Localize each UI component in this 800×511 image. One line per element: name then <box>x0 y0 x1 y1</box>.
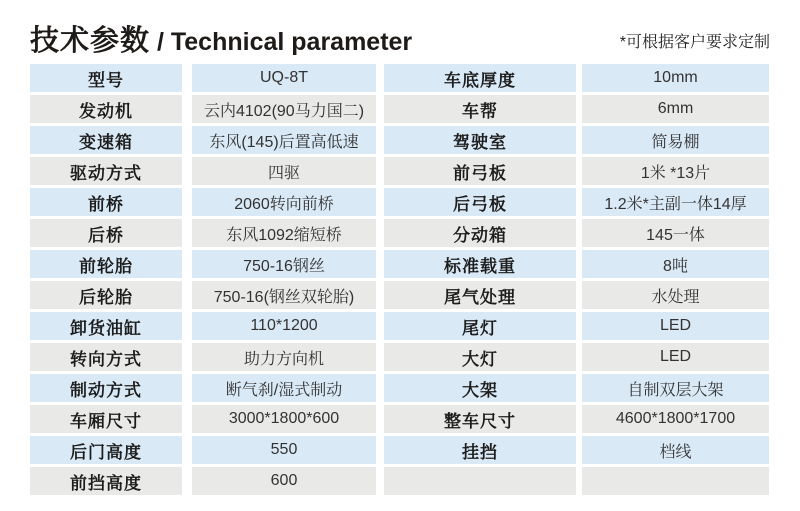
spec-label: 车厢尺寸 <box>30 405 182 433</box>
spec-row <box>30 188 376 216</box>
spec-value: 3000*1800*600 <box>192 405 376 433</box>
spec-row <box>30 95 376 123</box>
page-title-zh: 技术参数 <box>30 25 151 57</box>
spec-value <box>582 467 769 495</box>
spec-row <box>384 374 769 402</box>
header <box>30 14 770 56</box>
spec-value: 断气刹/湿式制动 <box>192 374 376 402</box>
spec-label: 分动箱 <box>384 219 576 247</box>
spec-row <box>384 157 769 185</box>
spec-row <box>384 436 769 464</box>
spec-value: 4600*1800*1700 <box>582 405 769 433</box>
spec-value: 档线 <box>582 436 769 464</box>
spec-value: 东风(145)后置高低速 <box>192 126 376 154</box>
spec-label: 尾气处理 <box>384 281 576 309</box>
spec-row <box>384 64 769 92</box>
spec-row <box>384 281 769 309</box>
spec-row <box>384 250 769 278</box>
spec-value: 东风1092缩短桥 <box>192 219 376 247</box>
spec-row <box>30 343 376 371</box>
spec-value: 1米 *13片 <box>582 157 769 185</box>
spec-label: 前轮胎 <box>30 250 182 278</box>
spec-label: 前弓板 <box>384 157 576 185</box>
spec-value: LED <box>582 343 769 371</box>
spec-label: 后门高度 <box>30 436 182 464</box>
spec-tables <box>30 64 770 495</box>
spec-value: 110*1200 <box>192 312 376 340</box>
spec-row <box>384 95 769 123</box>
spec-row <box>384 312 769 340</box>
spec-row <box>30 250 376 278</box>
spec-label: 卸货油缸 <box>30 312 182 340</box>
spec-label: 整车尺寸 <box>384 405 576 433</box>
spec-row <box>384 126 769 154</box>
customization-note: *可根据客户要求定制 <box>619 34 770 51</box>
spec-row <box>30 157 376 185</box>
spec-value: 助力方向机 <box>192 343 376 371</box>
spec-value: 水处理 <box>582 281 769 309</box>
spec-row <box>30 436 376 464</box>
spec-label: 驾驶室 <box>384 126 576 154</box>
page-title-en: / Technical parameter <box>150 28 413 56</box>
spec-label: 制动方式 <box>30 374 182 402</box>
spec-label: 车底厚度 <box>384 64 576 92</box>
spec-row <box>384 219 769 247</box>
spec-value: 2060转向前桥 <box>192 188 376 216</box>
spec-label: 车帮 <box>384 95 576 123</box>
spec-value: 云内4102(90马力国二) <box>192 95 376 123</box>
spec-label: 后弓板 <box>384 188 576 216</box>
spec-label: 转向方式 <box>30 343 182 371</box>
spec-value: 1.2米*主副一体14厚 <box>582 188 769 216</box>
spec-label: 大架 <box>384 374 576 402</box>
spec-value: 750-16钢丝 <box>192 250 376 278</box>
spec-row <box>30 405 376 433</box>
spec-row <box>30 126 376 154</box>
spec-label: 尾灯 <box>384 312 576 340</box>
spec-row <box>30 467 376 495</box>
spec-value: LED <box>582 312 769 340</box>
spec-label: 大灯 <box>384 343 576 371</box>
spec-value: 10mm <box>582 64 769 92</box>
spec-value: 6mm <box>582 95 769 123</box>
spec-value: 8吨 <box>582 250 769 278</box>
spec-value: 四驱 <box>192 157 376 185</box>
spec-row <box>30 374 376 402</box>
spec-label: 发动机 <box>30 95 182 123</box>
spec-value: 简易棚 <box>582 126 769 154</box>
spec-value: 145一体 <box>582 219 769 247</box>
spec-table-right <box>384 64 769 495</box>
spec-row <box>30 281 376 309</box>
spec-label: 变速箱 <box>30 126 182 154</box>
spec-label: 型号 <box>30 64 182 92</box>
spec-row <box>384 405 769 433</box>
spec-label: 后桥 <box>30 219 182 247</box>
spec-label: 前桥 <box>30 188 182 216</box>
spec-value: 自制双层大架 <box>582 374 769 402</box>
spec-value: 550 <box>192 436 376 464</box>
spec-label: 标准载重 <box>384 250 576 278</box>
spec-label: 挂挡 <box>384 436 576 464</box>
spec-row <box>384 343 769 371</box>
spec-row <box>384 467 769 495</box>
spec-value: UQ-8T <box>192 64 376 92</box>
spec-row <box>30 219 376 247</box>
spec-value: 750-16(钢丝双轮胎) <box>192 281 376 309</box>
spec-label: 后轮胎 <box>30 281 182 309</box>
spec-row <box>384 188 769 216</box>
spec-label <box>384 467 576 495</box>
spec-table-left <box>30 64 376 495</box>
spec-row <box>30 64 376 92</box>
spec-value: 600 <box>192 467 376 495</box>
page-title <box>30 27 412 56</box>
spec-row <box>30 312 376 340</box>
spec-label: 驱动方式 <box>30 157 182 185</box>
spec-label: 前挡高度 <box>30 467 182 495</box>
